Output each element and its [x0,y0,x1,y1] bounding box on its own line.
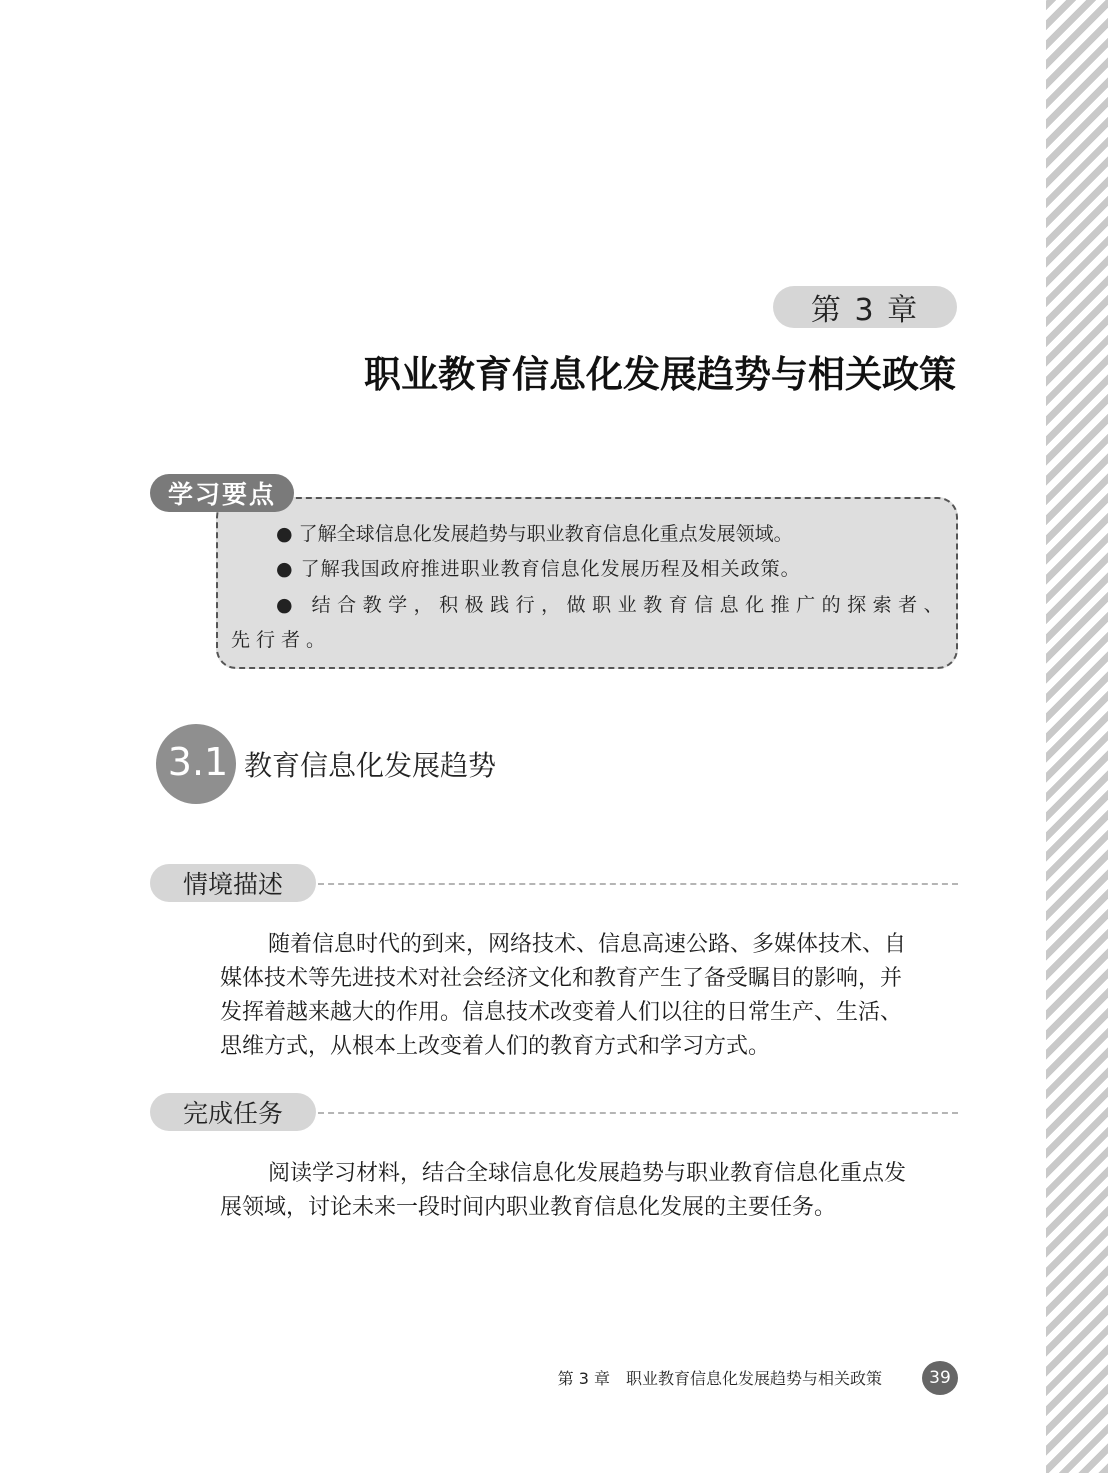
chapter-label: 第 3 章 [773,286,957,328]
task-heading: 完成任务 [150,1093,316,1131]
decorative-stripe-border [1046,0,1108,1473]
task-paragraph [220,1157,960,1225]
situation-heading: 情境描述 [150,864,316,902]
paragraph-line: 媒体技术等先进技术对社会经济文化和教育产生了备受瞩目的影响，并 [220,966,903,991]
section-title: 教育信息化发展趋势 [244,749,497,782]
learning-point: ● 了解我国政府推进职业教育信息化发展历程及相关政策。 [276,558,801,580]
learning-point: 先行者。 [231,629,332,651]
learning-point: ● 结合教学，积极践行，做职业教育信息化推广的探索者、 [276,594,950,616]
section-number: 3.1 [167,740,229,784]
divider [318,1112,958,1114]
running-head: 第 3 章 职业教育信息化发展趋势与相关政策 [557,1369,882,1388]
paragraph-line: 随着信息时代的到来，网络技术、信息高速公路、多媒体技术、自 [268,932,907,957]
learning-point: ● 了解全球信息化发展趋势与职业教育信息化重点发展领域。 [276,523,793,545]
paragraph-line: 思维方式，从根本上改变着人们的教育方式和学习方式。 [220,1034,771,1059]
paragraph-line: 发挥着越来越大的作用。信息技术改变着人们以往的日常生产、生活、 [220,1000,903,1025]
paragraph-line: 阅读学习材料，结合全球信息化发展趋势与职业教育信息化重点发 [268,1161,907,1186]
learning-points-tag: 学习要点 [150,474,294,512]
chapter-title: 职业教育信息化发展趋势与相关政策 [364,353,956,396]
page-number: 39 [922,1361,958,1395]
paragraph-line: 展领域，讨论未来一段时间内职业教育信息化发展的主要任务。 [220,1195,837,1220]
situation-paragraph [220,928,960,1064]
divider [318,883,958,885]
